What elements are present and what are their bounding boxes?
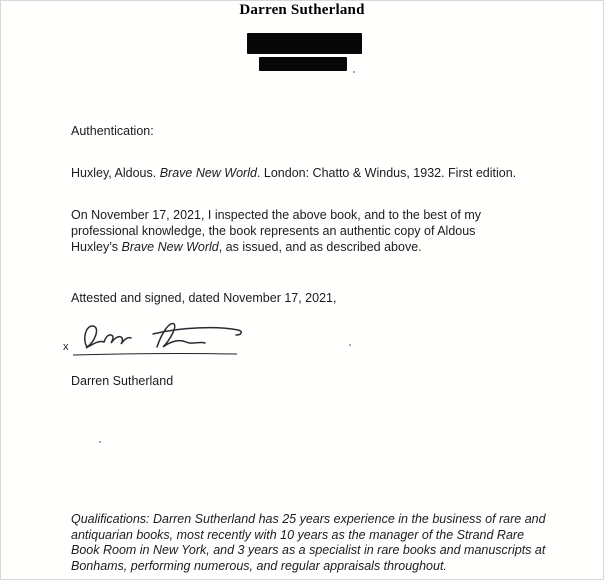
redaction-bar-large [247, 33, 362, 54]
inspection-text-start: On November 17, 2021, I inspected the above book, and to the best of my professional knowledge, the book represents an authentic copy of Aldous Huxley’s [71, 208, 481, 254]
signature-x-mark: x [63, 341, 69, 353]
signer-name: Darren Sutherland [71, 374, 174, 388]
signature-block [61, 317, 251, 363]
document-title: Darren Sutherland [239, 2, 365, 18]
signature-handwriting [71, 317, 249, 361]
scan-noise-speck [353, 71, 355, 73]
citation-author: Huxley, Aldous. [71, 166, 160, 180]
scan-noise-speck [349, 344, 351, 346]
attestation-line: Attested and signed, dated November 17, 2021, [71, 291, 337, 305]
authentication-heading: Authentication: [71, 124, 154, 138]
inspection-text-end: , as issued, and as described above. [218, 240, 422, 254]
citation-publisher: . London: Chatto & Windus, 1932. First edition. [256, 166, 517, 180]
qualifications-paragraph: Qualifications: Darren Sutherland has 25 years experience in the business of rare and antiquarian books, most recently with 10 years as the manager of the Strand Rare Book Room in New York, and 3 years as a specialist in rare books and manuscripts at Bonhams, performing numerous, and regular appraisals throughout. [71, 512, 546, 573]
signature-underline [73, 353, 237, 355]
inspection-paragraph [71, 207, 523, 255]
scan-noise-speck [99, 441, 101, 443]
inspection-book-title: Brave New World [121, 240, 219, 254]
redaction-bar-small [259, 57, 347, 71]
citation-book-title: Brave New World [159, 166, 257, 180]
book-citation [71, 165, 551, 181]
